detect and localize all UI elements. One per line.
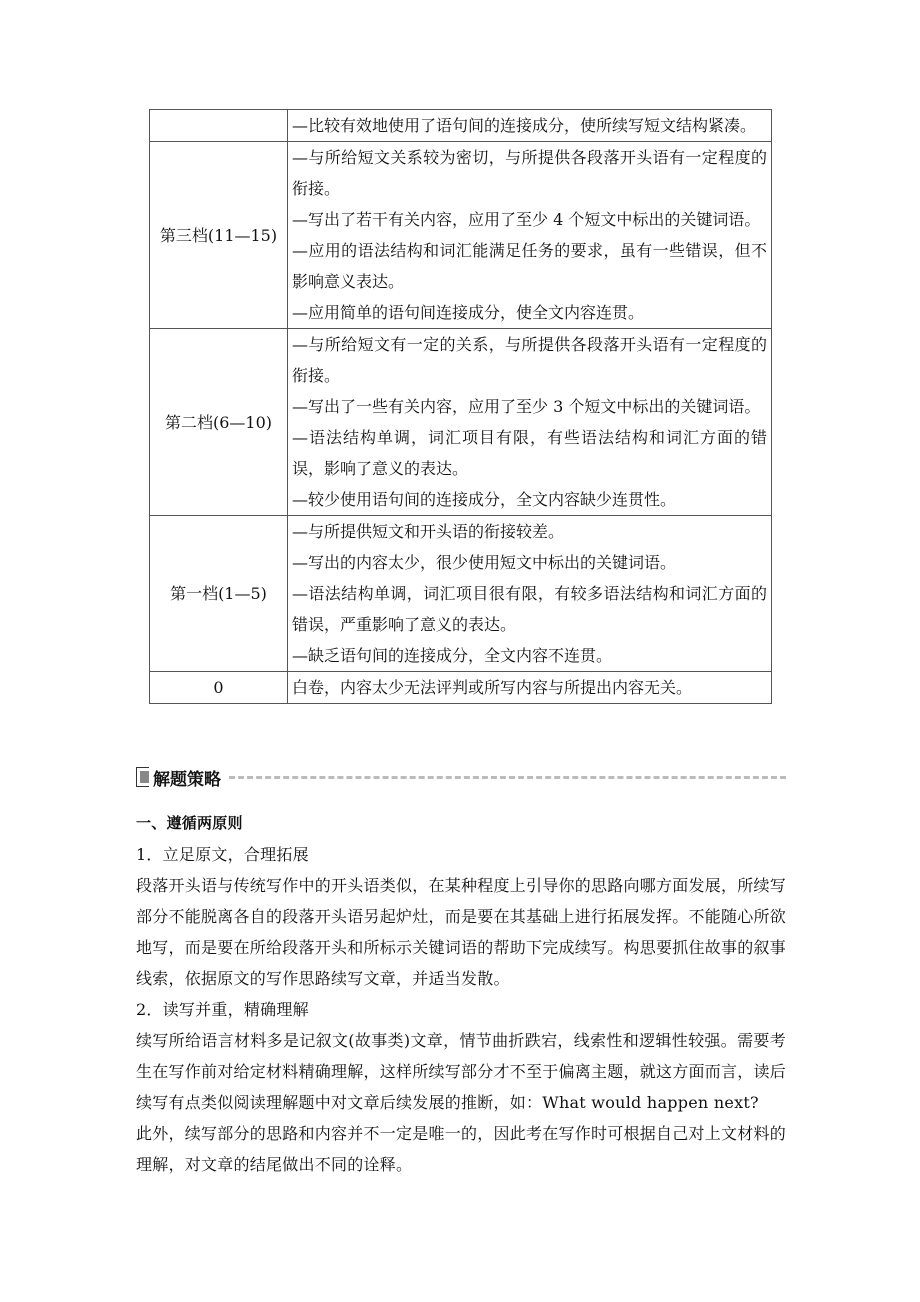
criteria-line: —比较有效地使用了语句间的连接成分，使所续写短文结构紧凑。: [292, 116, 757, 135]
subheading-1: 1．立足原文，合理拓展: [136, 845, 309, 864]
criteria-line: —语法结构单调，词汇项目有限，有些语法结构和词汇方面的错误，影响了意义的表达。: [292, 428, 767, 478]
criteria-line: —应用简单的语句间连接成分，使全文内容连贯。: [292, 303, 645, 322]
dashed-divider: [229, 776, 786, 779]
section-title: 解题策略: [153, 769, 221, 790]
criteria-line: —写出了若干有关内容，应用了至少 4 个短文中标出的关键词语。: [292, 210, 761, 229]
criteria-cell: [288, 672, 772, 704]
paragraph-3: 此外，续写部分的思路和内容并不一定是唯一的，因此考在写作时可根据自己对上文材料的理解，对文章的结尾做出不同的诠释。: [136, 1124, 787, 1174]
criteria-line: —较少使用语句间的连接成分，全文内容缺少连贯性。: [292, 490, 677, 509]
criteria-line: —缺乏语句间的连接成分，全文内容不连贯。: [292, 646, 613, 665]
criteria-line: —与所给短文关系较为密切，与所提供各段落开头语有一定程度的衔接。: [292, 148, 767, 198]
table-row: [150, 142, 772, 329]
paragraph-2: 续写所给语言材料多是记叙文(故事类)文章，情节曲折跌宕，线索性和逻辑性较强。需要考生在写作前对给定材料精确理解，这样所续写部分才不至于偏离主题，就这方面而言，读后续写有点类似阅读理解题中对文章后续发展的推断，如：What would happen next?: [136, 1031, 787, 1112]
criteria-cell: [288, 110, 772, 142]
level-cell: 0: [150, 672, 288, 704]
table-row: [150, 516, 772, 672]
criteria-line: —写出了一些有关内容，应用了至少 3 个短文中标出的关键词语。: [292, 397, 761, 416]
heading: 一、遵循两原则: [136, 814, 243, 832]
subheading-2: 2．读写并重，精确理解: [136, 1000, 309, 1019]
table-row: [150, 110, 772, 142]
criteria-cell: [288, 329, 772, 516]
criteria-line: —语法结构单调，词汇项目很有限，有较多语法结构和词汇方面的错误，严重影响了意义的表达。: [292, 584, 767, 634]
level-cell: 第三档(11—15): [150, 142, 288, 329]
scoring-table: [149, 109, 772, 704]
criteria-line: —与所给短文有一定的关系，与所提供各段落开头语有一定程度的衔接。: [292, 335, 767, 385]
level-cell: 第一档(1—5): [150, 516, 288, 672]
level-cell: 第二档(6—10): [150, 329, 288, 516]
table-row: [150, 672, 772, 704]
criteria-line: —写出的内容太少，很少使用短文中标出的关键词语。: [292, 553, 677, 572]
level-cell: [150, 110, 288, 142]
table-row: [150, 329, 772, 516]
criteria-cell: [288, 142, 772, 329]
paragraph-1: 段落开头语与传统写作中的开头语类似，在某种程度上引导你的思路向哪方面发展，所续写部分不能脱离各自的段落开头语另起炉灶，而是要在其基础上进行拓展发挥。不能随心所欲地写，而是要在所给段落开头和所标示关键词语的帮助下完成续写。构思要抓住故事的叙事线索，依据原文的写作思路续写文章，并适当发散。: [136, 876, 787, 988]
criteria-cell: [288, 516, 772, 672]
criteria-line: —应用的语法结构和词汇能满足任务的要求，虽有一些错误，但不影响意义表达。: [292, 241, 767, 291]
section-header: [136, 766, 786, 788]
section-marker-icon: [136, 767, 149, 787]
strategy-body: [136, 808, 786, 1180]
criteria-line: —与所提供短文和开头语的衔接较差。: [292, 522, 565, 541]
criteria-line: 白卷，内容太少无法评判或所写内容与所提出内容无关。: [292, 678, 693, 697]
